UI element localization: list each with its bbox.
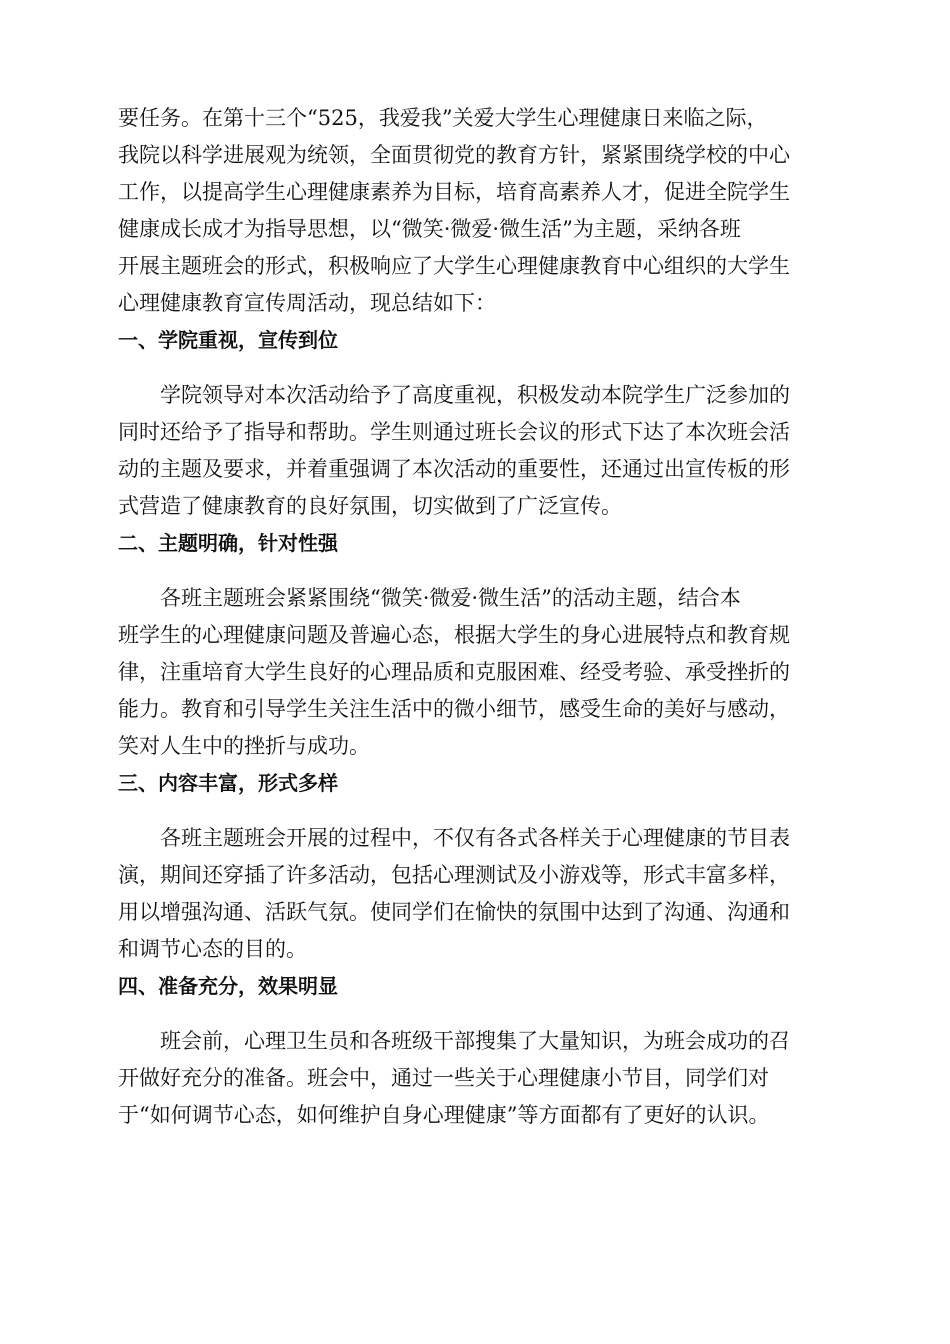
section-paragraph-3 [118,820,832,968]
section-paragraph-1 [118,377,832,525]
intro-paragraph [118,100,832,322]
section-heading-4: 四、准备充分，效果明显 [118,974,338,998]
text-line: 开展主题班会的形式，积极响应了大学生心理健康教育中心组织的大学生 [118,254,790,278]
section-paragraph-2 [118,580,832,765]
text-line: 笑对人生中的挫折与成功。 [118,734,370,758]
text-line: 用以增强沟通、活跃气氛。使同学们在愉快的氛围中达到了沟通、沟通和 [118,900,790,924]
text-line: 心理健康教育宣传周活动，现总结如下： [118,291,496,315]
section-heading-2: 二、主题明确，针对性强 [118,531,338,555]
text-line: 动的主题及要求，并着重强调了本次活动的重要性，还通过出宣传板的形 [118,457,790,481]
text-line: 律，注重培育大学生良好的心理品质和克服困难、经受考验、承受挫折的 [118,660,790,684]
text-line: 和调节心态的目的。 [118,937,307,961]
text-line: 我院以科学进展观为统领，全面贯彻党的教育方针，紧紧围绕学校的中心 [118,143,790,167]
text-line: 于“如何调节心态，如何维护自身心理健康”等方面都有了更好的认识。 [118,1103,770,1127]
section-heading-3: 三、内容丰富，形式多样 [118,771,338,795]
text-line: 各班主题班会紧紧围绕“微笑·微爱·微生活”的活动主题，结合本 [160,586,741,610]
text-line: 各班主题班会开展的过程中，不仅有各式各样关于心理健康的节目表 [160,826,790,850]
text-line: 能力。教育和引导学生关注生活中的微小细节，感受生命的美好与感动， [118,697,790,721]
text-line: 班会前，心理卫生员和各班级干部搜集了大量知识，为班会成功的召 [160,1029,790,1053]
text-line: 要任务。在第十三个“525，我爱我”关爱大学生心理健康日来临之际， [118,106,768,130]
section-paragraph-4 [118,1023,832,1134]
text-line: 学院领导对本次活动给予了高度重视，积极发动本院学生广泛参加的 [160,383,790,407]
text-line: 健康成长成才为指导思想，以“微笑·微爱·微生活”为主题，采纳各班 [118,217,741,241]
text-line: 工作，以提高学生心理健康素养为目标，培育高素养人才，促进全院学生 [118,180,790,204]
text-line: 式营造了健康教育的良好氛围，切实做到了广泛宣传。 [118,494,622,518]
text-line: 演，期间还穿插了许多活动，包括心理测试及小游戏等，形式丰富多样， [118,863,790,887]
document-page [118,100,832,1134]
text-line: 开做好充分的准备。班会中，通过一些关于心理健康小节目，同学们对 [118,1066,769,1090]
text-line: 班学生的心理健康问题及普遍心态，根据大学生的身心进展特点和教育规 [118,623,790,647]
section-heading-1: 一、学院重视，宣传到位 [118,328,338,352]
text-line: 同时还给予了指导和帮助。学生则通过班长会议的形式下达了本次班会活 [118,420,790,444]
